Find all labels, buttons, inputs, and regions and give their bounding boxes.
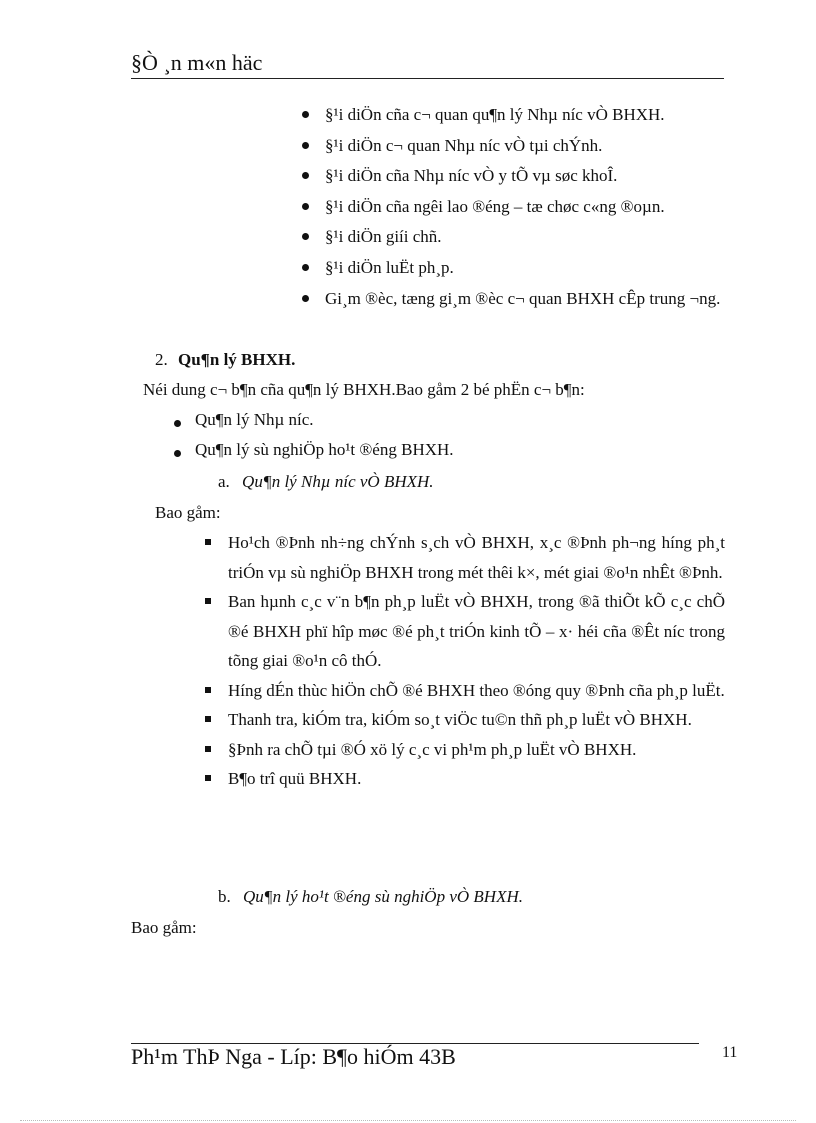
list-item: Thanh tra, kiÓm tra, kiÓm so¸t viÖc tu©n thñ ph¸p luËt vÒ BHXH. [205,705,725,735]
includes-label: Bao gåm: [131,918,197,937]
list-item: §Þnh ra chÕ tµi ®Ó xö lý c¸c vi ph¹m ph¸p luËt vÒ BHXH. [205,735,725,765]
list-item: §¹i diÖn c¬ quan Nhµ níc vÒ tµi chÝnh. [300,131,730,160]
list-item: Ban hµnh c¸c v¨n b¶n ph¸p luËt vÒ BHXH, trong ®ã thiÕt kÕ c¸c chÕ ®é BHXH phï hîp møc ®é ph¸t triÓn kinh tÕ – x· héi cña ®Êt níc trong tõng giai ®o¹n cô thÓ. [205,587,725,676]
subsection-title: Qu¶n lý Nhµ níc vÒ BHXH. [242,472,434,491]
list-item: §¹i diÖn cña Nhµ níc vÒ y tÕ vµ søc khoÎ. [300,161,730,190]
section-title: Qu¶n lý BHXH. [178,350,296,369]
includes-label: Bao gåm: [155,503,221,522]
list-item: Ho¹ch ®Þnh nh÷ng chÝnh s¸ch vÒ BHXH, x¸c ®Þnh ph¬ng híng ph¸t triÓn vµ sù nghiÖp BHXH trong mét thêi k×, mét giai ®o¹n nhÊt ®Þnh. [205,528,725,587]
footer-author: Ph¹m ThÞ Nga - Líp: B¶o hiÓm 43B [131,1044,456,1069]
header-title: §Ò ¸n m«n häc [131,50,263,75]
subsection-a-heading [218,472,434,492]
list-item: Híng dÉn thùc hiÖn chÕ ®é BHXH theo ®óng quy ®Þnh cña ph¸p luËt. [205,676,725,706]
state-management-list [205,528,725,794]
list-item: §¹i diÖn cña ngêi lao ®éng – tæ chøc c«ng ®oµn. [300,192,730,221]
subsection-title: Qu¶n lý ho¹t ®éng sù nghiÖp vÒ BHXH. [243,887,523,906]
representatives-list [300,100,730,314]
list-item: B¶o trî quü BHXH. [205,764,725,794]
list-item: §¹i diÖn cña c¬ quan qu¶n lý Nhµ níc vÒ BHXH. [300,100,730,129]
bullet-dot-icon [174,450,181,457]
bullet-dot-icon [174,420,181,427]
list-item: §¹i diÖn luËt ph¸p. [300,253,730,282]
header-rule [131,78,724,79]
part-item: Qu¶n lý sù nghiÖp ho¹t ®éng BHXH. [195,440,454,459]
page-edge-divider [20,1120,796,1121]
list-item: Gi¸m ®èc, tæng gi¸m ®èc c¬ quan BHXH cÊp trung ¬ng. [300,284,730,313]
list-item: §¹i diÖn giíi chñ. [300,222,730,251]
section-number: 2. [155,350,168,369]
part-item: Qu¶n lý Nhµ níc. [195,410,314,429]
section-2-heading [155,350,295,370]
subsection-label: b. [218,887,231,906]
subsection-b-heading [218,887,523,907]
section-2-intro: Néi dung c¬ b¶n cña qu¶n lý BHXH.Bao gåm 2 bé phËn c¬ b¶n: [143,380,585,399]
page-number: 11 [722,1044,738,1061]
subsection-label: a. [218,472,230,491]
